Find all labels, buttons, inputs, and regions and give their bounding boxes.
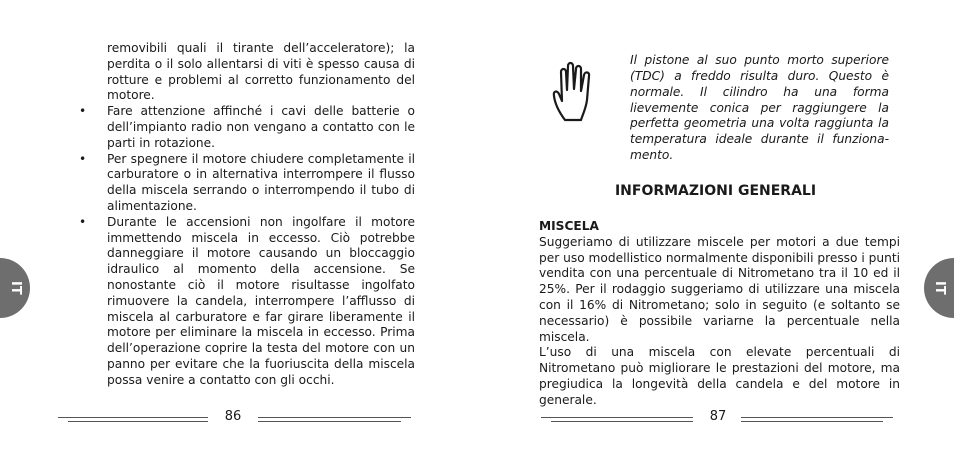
language-tab-label: IT — [7, 281, 23, 295]
footer-rule — [258, 421, 401, 422]
bullet-item — [79, 104, 415, 151]
bullet-text: Fare attenzione affinché i cavi delle batterie o dell’impianto radio non vengano a contatto con le parti in rotazione. — [107, 104, 415, 150]
bullet-dot: • — [79, 151, 87, 166]
language-tab-right — [924, 258, 954, 318]
footer-rule — [551, 421, 693, 422]
intro-continuation: removibili quali il tirante dell’acceleratore); la perdita o il solo allentarsi di viti è spesso causa di rotture e problemi al corretto funzionamento del motore. — [107, 41, 415, 103]
paragraph: Suggeriamo di utilizzare miscele per motori a due tempi per uso modellistico normalmente disponibili presso i punti vendita con una percentuale di Nitrometano tra il 10 ed il 25%. Per il rodaggio suggeriamo di utilizzare una miscela con il 16% di Nitrometano; solo in seguito (e soltanto se necessario) è possibile variarne la percentuale nella miscela. — [539, 234, 900, 344]
bullet-text: Per spegnere il motore chiudere completamente il carburatore o in alternativa interrompere il flusso della miscela serrando o interrompendo il tubo di alimentazione. — [107, 151, 415, 213]
right-page — [477, 0, 954, 457]
bullet-dot: • — [79, 104, 87, 119]
section-heading: INFORMAZIONI GENERALI — [614, 183, 817, 199]
footer-rule — [541, 417, 693, 418]
warning-note: Il pistone al suo punto morto superiore (TDC) a freddo risulta duro. Questo è normale. Il cilindro ha una forma lievemente conica per raggiungere la perfetta geometria una volta raggiunta la temperatura ideale durante il funziona-mento. — [630, 53, 889, 162]
left-footer — [0, 409, 477, 429]
paragraph: L’uso di una miscela con elevate percentuali di Nitrometano può migliorare le prestazioni del motore, ma pregiudica la longevità della candela e del motore in generale. — [539, 345, 900, 407]
bullet-item — [79, 215, 415, 389]
footer-rule — [58, 417, 208, 418]
footer-rule — [741, 421, 883, 422]
language-tab-label: IT — [931, 281, 947, 295]
bullet-list — [79, 104, 415, 388]
footer-rule — [741, 417, 893, 418]
left-page-text — [79, 41, 415, 389]
subsection-title: MISCELA — [539, 219, 599, 233]
bullet-item — [79, 152, 415, 215]
footer-rule — [258, 417, 411, 418]
footer-rule — [68, 421, 208, 422]
bullet-text: Durante le accensioni non ingolfare il motore immettendo miscela in eccesso. Ciò potrebbe danneggiare il motore causando un bloccaggio idraulico al momento della accensione. Se nonostante ciò il motore risultasse ingolfato rimuovere la candela, interrompere l’afflusso di miscela al carburatore e far girare liberamente il motore per eliminare la miscela in eccesso. Prima dell’operazione coprire la testa del motore con un panno per evitare che la fuoriuscita della miscela possa venire a contatto con gli occhi. — [107, 214, 415, 387]
right-footer — [477, 409, 954, 429]
right-page-text — [539, 219, 900, 409]
bullet-dot: • — [79, 214, 87, 229]
language-tab-left — [0, 258, 30, 318]
page-number: 87 — [709, 409, 727, 424]
page-number: 86 — [224, 409, 242, 424]
open-hand-icon — [551, 60, 605, 122]
